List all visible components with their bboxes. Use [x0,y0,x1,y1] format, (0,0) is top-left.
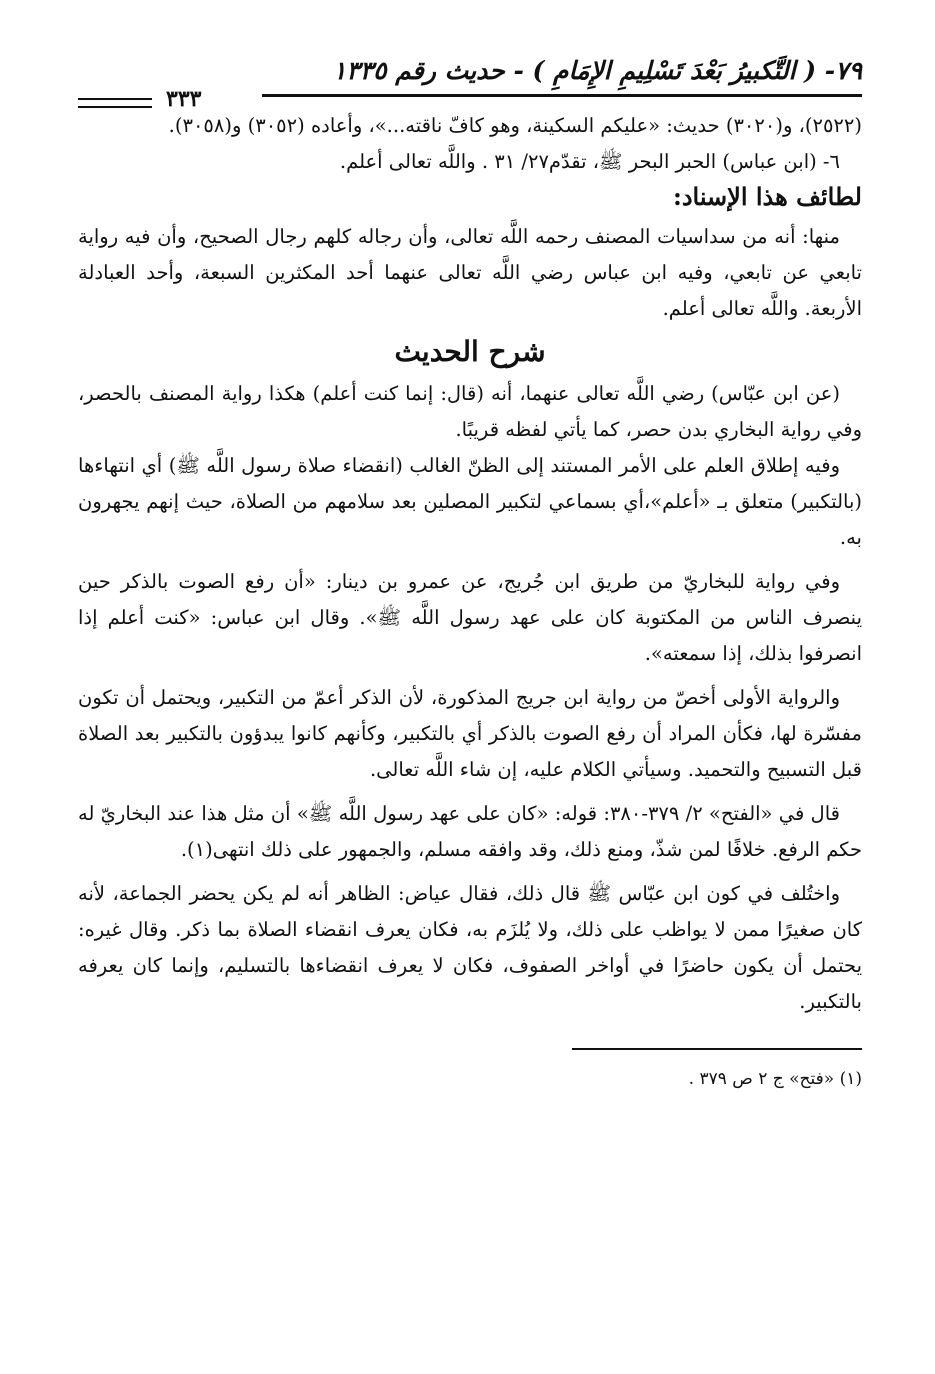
paragraph: منها: أنه من سداسيات المصنف رحمه اللَّه تعالى، وأن رجاله كلهم رجال الصحيح، وأن فيه رواية تابعي عن تابعي، وفيه ابن عباس رضي اللَّه تعالى عنهما أحد المكثرين السبعة، وأحد العبادلة الأربعة. واللَّه تعالى أعلم. [78,225,862,320]
paragraph: (٢٥٢٢)، و(٣٠٢٠) حديث: «عليكم السكينة، وهو كافّ ناقته...»، وأعاده (٣٠٥٢) و(٣٠٥٨). [168,114,862,137]
paragraph: (عن ابن عبّاس) رضي اللَّه تعالى عنهما، أنه (قال: إنما كنت أعلم) هكذا رواية المصنف بالحصر، وفي رواية البخاري بدن حصر، كما يأتي لفظه قريبًا. [78,382,862,441]
paragraph: ٦- (ابن عباس) الحبر البحر ﷺ، تقدّم٢٧/ ٣١ . واللَّه تعالى أعلم. [339,150,840,173]
header-rule [262,94,862,97]
footnote-rule [572,1048,862,1050]
paragraph: والرواية الأولى أخصّ من رواية ابن جريج المذكورة، لأن الذكر أعمّ من التكبير، ويحتمل أن تكون مفسّرة لها، فكأن المراد أن رفع الصوت بالذكر أي بالتكبير، وكأنهم كانوا يبدؤون بالتكبير بعد الصلاة قبل التسبيح والتحميد. وسيأتي الكلام عليه، إن شاء اللَّه تعالى. [78,686,862,781]
paragraph: قال في «الفتح» ٢/ ٣٧٩-٣٨٠: قوله: «كان على عهد رسول اللَّه ﷺ» أن مثل هذا عند البخاريّ له حكم الرفع. خلافًا لمن شذّ، ومنع ذلك، وقد وافقه مسلم، والجمهور على ذلك انتهى(١). [78,802,862,861]
section-heading: لطائف هذا الإسناد: [672,182,862,211]
paragraph: واختُلف في كون ابن عبّاس ﷺ قال ذلك، فقال عياض: الظاهر أنه لم يكن يحضر الجماعة، لأنه كان صغيرًا ممن لا يواظب على ذلك، ولا يُلزَم به، فكان يعرف انقضاء الصلاة بما ذكر. وقال غيره: يحتمل أن يكون حاضرًا في أواخر الصفوف، فكان لا يعرف انقضاءها بالتسليم، وإنما كان يعرفه بالتكبير. [78,882,862,1013]
paragraph: وفيه إطلاق العلم على الأمر المستند إلى الظنّ الغالب (انقضاء صلاة رسول اللَّه ﷺ) أي انتهاءها (بالتكبير) متعلق بـ «أعلم»،أي بسماعي لتكبير المصلين بعد سلامهم من الصلاة، حيث إنهم يجهرون به. [78,454,862,549]
running-header [78,52,862,112]
main-heading: شرح الحديث [394,335,546,368]
page [78,52,862,1094]
footnote: (١) «فتح» ج ٢ ص ٣٧٩ . [688,1069,862,1089]
running-title: ٧٩- ( التَّكبيرُ بَعْدَ تَسْلِيمِ الإِمَامِ ) - حديث رقم ١٣٣٥ [332,56,862,85]
page-number: ٣٣٣ [166,86,202,112]
paragraph: وفي رواية للبخاريّ من طريق ابن جُريج، عن عمرو بن دينار: «أن رفع الصوت بالذكر حين ينصرف الناس من المكتوبة كان على عهد رسول اللَّه ﷺ». وقال ابن عباس: «كنت أعلم إذا انصرفوا بذلك، إذا سمعته». [78,570,862,665]
header-double-rule [78,98,152,108]
